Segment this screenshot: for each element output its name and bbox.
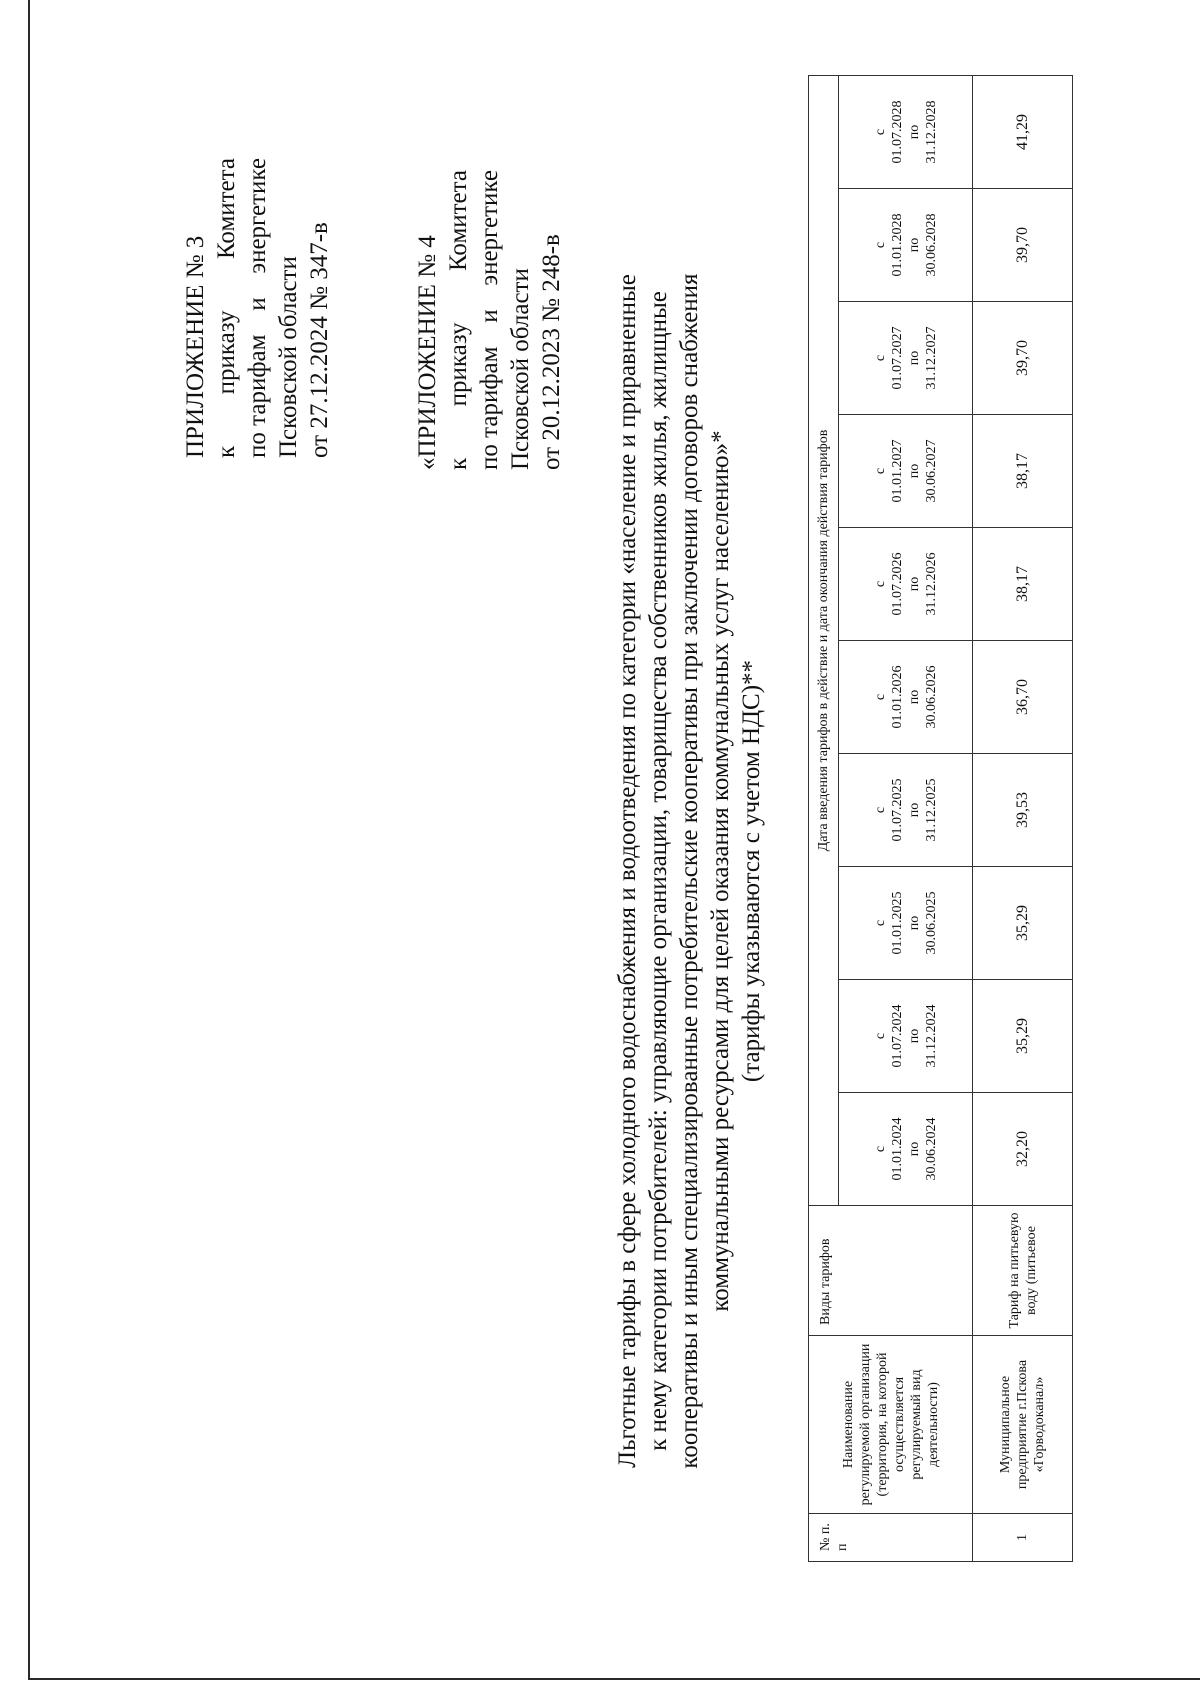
tariff-value: 39,70 bbox=[973, 302, 1073, 415]
title-line: (тарифы указываются с учетом НДС)** bbox=[738, 659, 765, 1083]
period-cell: с 01.07.2028 по 31.12.2028 bbox=[839, 76, 973, 189]
appendix-word: энергетике bbox=[244, 158, 271, 274]
period-cell: с 01.01.2025 по 30.06.2025 bbox=[839, 867, 973, 980]
header-num: № п. п bbox=[809, 1514, 973, 1562]
table-row bbox=[973, 76, 1073, 1562]
appendix-word: и bbox=[476, 309, 503, 323]
tariff-value: 39,53 bbox=[973, 754, 1073, 867]
appendix-amended-header bbox=[412, 170, 567, 470]
header-dates: Дата введения тарифов в действие и дата окончания действия тарифов bbox=[809, 76, 839, 1206]
appendix-word: энергетике bbox=[476, 170, 503, 286]
appendix-order-ref: от 20.12.2023 № 248-в bbox=[538, 234, 565, 470]
appendix-current-header bbox=[180, 158, 335, 458]
table-header-row bbox=[809, 76, 839, 1562]
appendix-word: приказу bbox=[213, 310, 240, 395]
row-tariff-type: Тариф на питьевую воду (питьевое bbox=[973, 1206, 1073, 1336]
tariff-value: 38,17 bbox=[973, 415, 1073, 528]
tariff-value: 38,17 bbox=[973, 528, 1073, 641]
period-cell: с 01.01.2026 по 30.06.2026 bbox=[839, 641, 973, 754]
appendix-title: ПРИЛОЖЕНИЕ № 3 bbox=[182, 235, 209, 458]
period-cell: с 01.07.2027 по 31.12.2027 bbox=[839, 302, 973, 415]
tariff-value: 35,29 bbox=[973, 980, 1073, 1093]
title-line: Льготные тарифы в сфере холодного водоснабжения и водоотведения по категории «население и приравненные bbox=[614, 274, 641, 1468]
period-cell: с 01.07.2024 по 31.12.2024 bbox=[839, 980, 973, 1093]
appendix-region: Псковской области bbox=[507, 268, 534, 470]
appendix-word: Комитета bbox=[213, 158, 240, 260]
tariff-value: 36,70 bbox=[973, 641, 1073, 754]
row-org: Муниципальное предприятие г.Пскова «Горводоканал» bbox=[973, 1336, 1073, 1514]
tariff-value: 32,20 bbox=[973, 1093, 1073, 1206]
row-num: 1 bbox=[973, 1514, 1073, 1562]
tariff-value: 35,29 bbox=[973, 867, 1073, 980]
appendix-word: и bbox=[244, 297, 271, 311]
period-cell: с 01.07.2026 по 31.12.2026 bbox=[839, 528, 973, 641]
tariff-value: 39,70 bbox=[973, 189, 1073, 302]
document-title bbox=[612, 161, 767, 1581]
header-tariff-type: Виды тарифов bbox=[809, 1206, 973, 1336]
period-cell: с 01.01.2027 по 30.06.2027 bbox=[839, 415, 973, 528]
appendix-word: по тарифам bbox=[476, 346, 503, 470]
title-line: кооперативы и иным специализированные потребительские кооперативы при заключении договоров снабжения bbox=[676, 273, 703, 1469]
title-line: коммунальными ресурсами для целей оказания коммунальных услуг населению»* bbox=[707, 430, 734, 1312]
appendix-order-ref: от 27.12.2024 № 347-в bbox=[306, 222, 333, 458]
appendix-word: приказу bbox=[445, 322, 472, 407]
tariff-table bbox=[808, 75, 1073, 1562]
appendix-word: по тарифам bbox=[244, 334, 271, 458]
header-org: Наименование регулируемой организации (территория, на которой осуществляется регулируемый вид деятельности) bbox=[809, 1336, 973, 1514]
tariff-value: 41,29 bbox=[973, 76, 1073, 189]
period-cell: с 01.01.2024 по 30.06.2024 bbox=[839, 1093, 973, 1206]
appendix-word: к bbox=[213, 445, 240, 458]
title-line: к нему категории потребителей: управляющие организации, товарищества собственников жилья, жилищные bbox=[645, 291, 672, 1451]
appendix-word: к bbox=[445, 457, 472, 470]
period-cell: с 01.01.2028 по 30.06.2028 bbox=[839, 189, 973, 302]
appendix-word: Комитета bbox=[445, 170, 472, 272]
period-cell: с 01.07.2025 по 31.12.2025 bbox=[839, 754, 973, 867]
appendix-region: Псковской области bbox=[275, 256, 302, 458]
appendix-title: «ПРИЛОЖЕНИЕ № 4 bbox=[414, 235, 441, 470]
